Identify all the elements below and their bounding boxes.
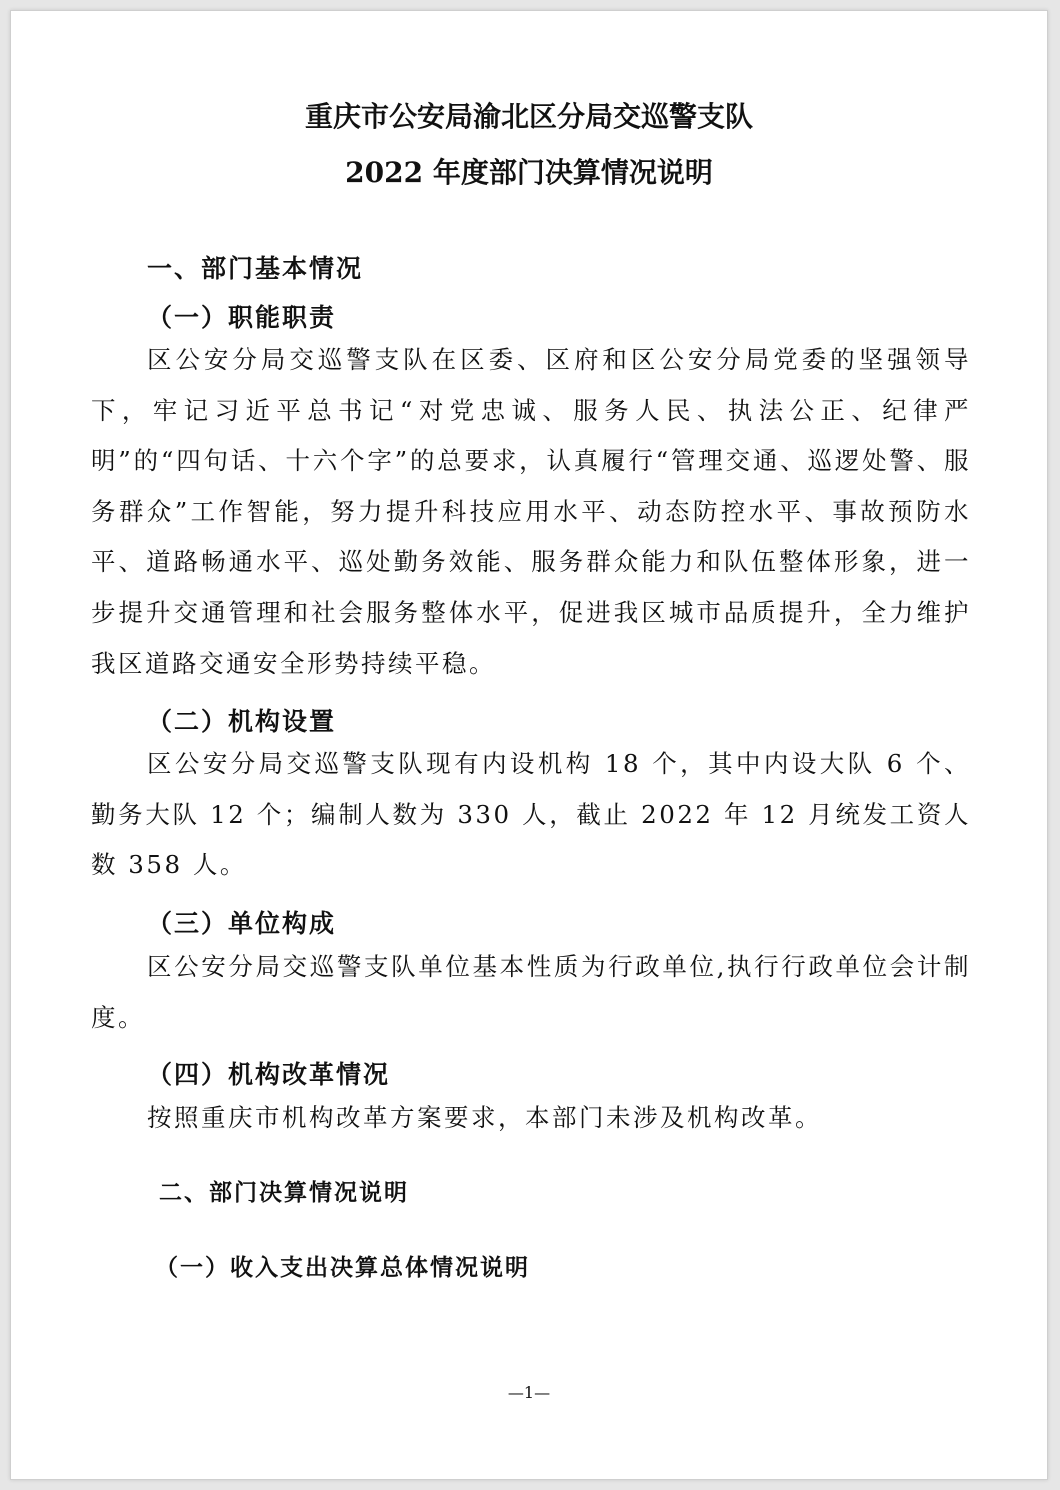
section2-heading: 二、部门决算情况说明 [159, 1180, 409, 1206]
section1-sub3-heading: （三）单位构成 [147, 909, 337, 938]
section1-sub2-heading: （二）机构设置 [147, 707, 337, 736]
section2-sub1-heading: （一）收入支出决算总体情况说明 [155, 1255, 530, 1281]
section1-sub4-paragraph: 按照重庆市机构改革方案要求，本部门未涉及机构改革。 [147, 1103, 822, 1132]
section1-sub2-paragraph: 区公安分局交巡警支队现有内设机构 18 个，其中内设大队 6 个、勤务大队 12 个；编制人数为 330 人，截止 2022 年 12 月统发工资人数 358 人。 [91, 749, 971, 880]
document-title-line1: 重庆市公安局渝北区分局交巡警支队 [304, 100, 753, 133]
section1-sub3-paragraph: 区公安分局交巡警支队单位基本性质为行政单位,执行行政单位会计制度。 [91, 952, 971, 1032]
section1-sub1-paragraph: 区公安分局交巡警支队在区委、区府和区公安分局党委的坚强领导下，牢记习近平总书记“对党忠诚、服务人民、执法公正、纪律严明”的“四句话、十六个字”的总要求，认真履行“管理交通、巡逻处警、服务群众”工作智能，努力提升科技应用水平、动态防控水平、事故预防水平、道路畅通水平、巡处勤务效能、服务群众能力和队伍整体形象，进一步提升交通管理和社会服务整体水平，促进我区城市品质提升，全力维护我区道路交通安全形势持续平稳。 [91, 345, 971, 678]
document-title-line2: 2022 年度部门决算情况说明 [345, 156, 713, 189]
page-number: —1— [507, 1383, 551, 1402]
section1-sub1-heading: （一）职能职责 [147, 303, 337, 332]
section1-heading: 一、部门基本情况 [147, 254, 364, 283]
section1-sub4-heading: （四）机构改革情况 [147, 1060, 391, 1089]
document-page [10, 10, 1048, 1480]
